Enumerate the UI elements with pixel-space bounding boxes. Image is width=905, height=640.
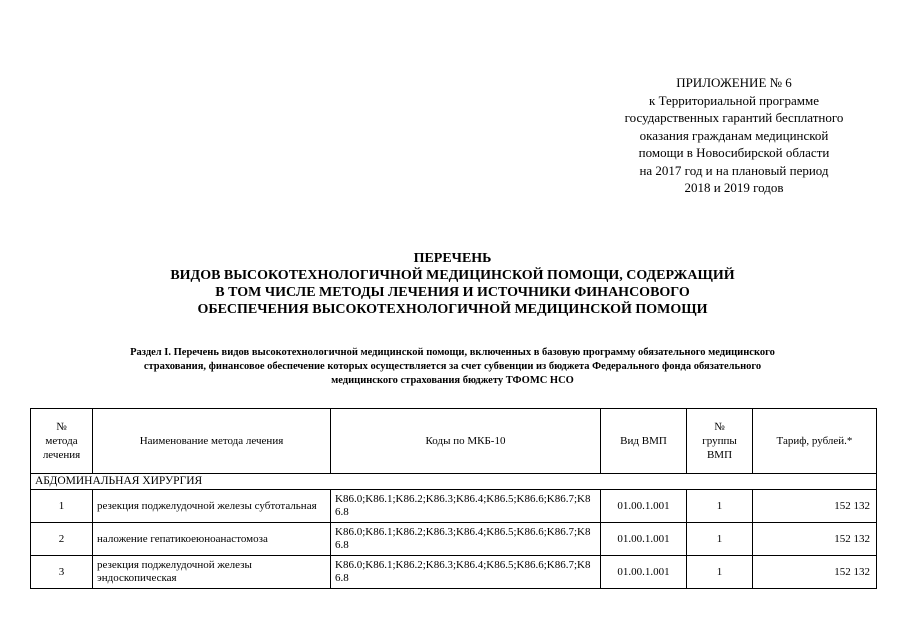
- appendix-line: на 2017 год и на плановый период: [639, 162, 829, 178]
- icd-codes: K86.0;K86.1;K86.2;K86.3;K86.4;K86.5;K86.6;K86.7;K86.8: [331, 490, 601, 523]
- table-header-row: [31, 409, 877, 474]
- section-line: страхования, финансовое обеспечение которых осуществляется за счет субвенции из бюджета Федерального фонда обязательного: [143, 361, 762, 372]
- table-row: [31, 556, 877, 589]
- icd-codes: K86.0;K86.1;K86.2;K86.3;K86.4;K86.5;K86.6;K86.7;K86.8: [331, 523, 601, 556]
- method-name: наложение гепатикоеюноанастомоза: [93, 523, 331, 556]
- appendix-block: [598, 74, 870, 197]
- title-line: ПЕРЕЧЕНЬ: [413, 251, 492, 266]
- method-number: 2: [31, 523, 93, 556]
- appendix-line: оказания гражданам медицинской: [639, 127, 829, 143]
- vmp-group: 1: [687, 490, 753, 523]
- vmp-type: 01.00.1.001: [601, 556, 687, 589]
- vmp-type: 01.00.1.001: [601, 490, 687, 523]
- table-row: [31, 523, 877, 556]
- appendix-line: 2018 и 2019 годов: [684, 180, 784, 195]
- header-tariff: Тариф, рублей.*: [753, 409, 877, 474]
- vmp-group: 1: [687, 556, 753, 589]
- appendix-line: государственных гарантий бесплатного: [624, 110, 844, 125]
- method-name: резекция поджелудочной железы эндоскопическая: [93, 556, 331, 589]
- method-number: 3: [31, 556, 93, 589]
- method-number: 1: [31, 490, 93, 523]
- title-line: ВИДОВ ВЫСОКОТЕХНОЛОГИЧНОЙ МЕДИЦИНСКОЙ ПОМОЩИ, СОДЕРЖАЩИЙ: [170, 268, 735, 283]
- header-method-number: № метода лечения: [31, 409, 93, 474]
- table-group-row: [31, 474, 877, 490]
- tariff: 152 132: [753, 556, 877, 589]
- header-icd-codes: Коды по МКБ-10: [331, 409, 601, 474]
- hmc-methods-table: [30, 408, 877, 589]
- header-vmp-group: № группы ВМП: [687, 409, 753, 474]
- header-vmp-type: Вид ВМП: [601, 409, 687, 474]
- tariff: 152 132: [753, 523, 877, 556]
- table-row: [31, 490, 877, 523]
- header-method-name: Наименование метода лечения: [93, 409, 331, 474]
- title-line: В ТОМ ЧИСЛЕ МЕТОДЫ ЛЕЧЕНИЯ И ИСТОЧНИКИ ФИНАНСОВОГО: [215, 285, 690, 300]
- appendix-line: к Территориальной программе: [649, 92, 819, 108]
- section-line: Раздел I. Перечень видов высокотехнологичной медицинской помощи, включенных в базовую программу обязательного медицинского: [130, 347, 775, 358]
- appendix-line: помощи в Новосибирской области: [638, 145, 830, 160]
- method-name: резекция поджелудочной железы субтотальная: [93, 490, 331, 523]
- group-title: АБДОМИНАЛЬНАЯ ХИРУРГИЯ: [31, 474, 877, 490]
- vmp-type: 01.00.1.001: [601, 523, 687, 556]
- icd-codes: K86.0;K86.1;K86.2;K86.3;K86.4;K86.5;K86.6;K86.7;K86.8: [331, 556, 601, 589]
- vmp-group: 1: [687, 523, 753, 556]
- tariff: 152 132: [753, 490, 877, 523]
- title-line: ОБЕСПЕЧЕНИЯ ВЫСОКОТЕХНОЛОГИЧНОЙ МЕДИЦИНСКОЙ ПОМОЩИ: [197, 302, 708, 317]
- section-heading: [30, 346, 875, 388]
- section-line: медицинского страхования бюджету ТФОМС НСО: [331, 375, 574, 386]
- document-title: [0, 250, 905, 318]
- appendix-line: ПРИЛОЖЕНИЕ № 6: [676, 75, 792, 90]
